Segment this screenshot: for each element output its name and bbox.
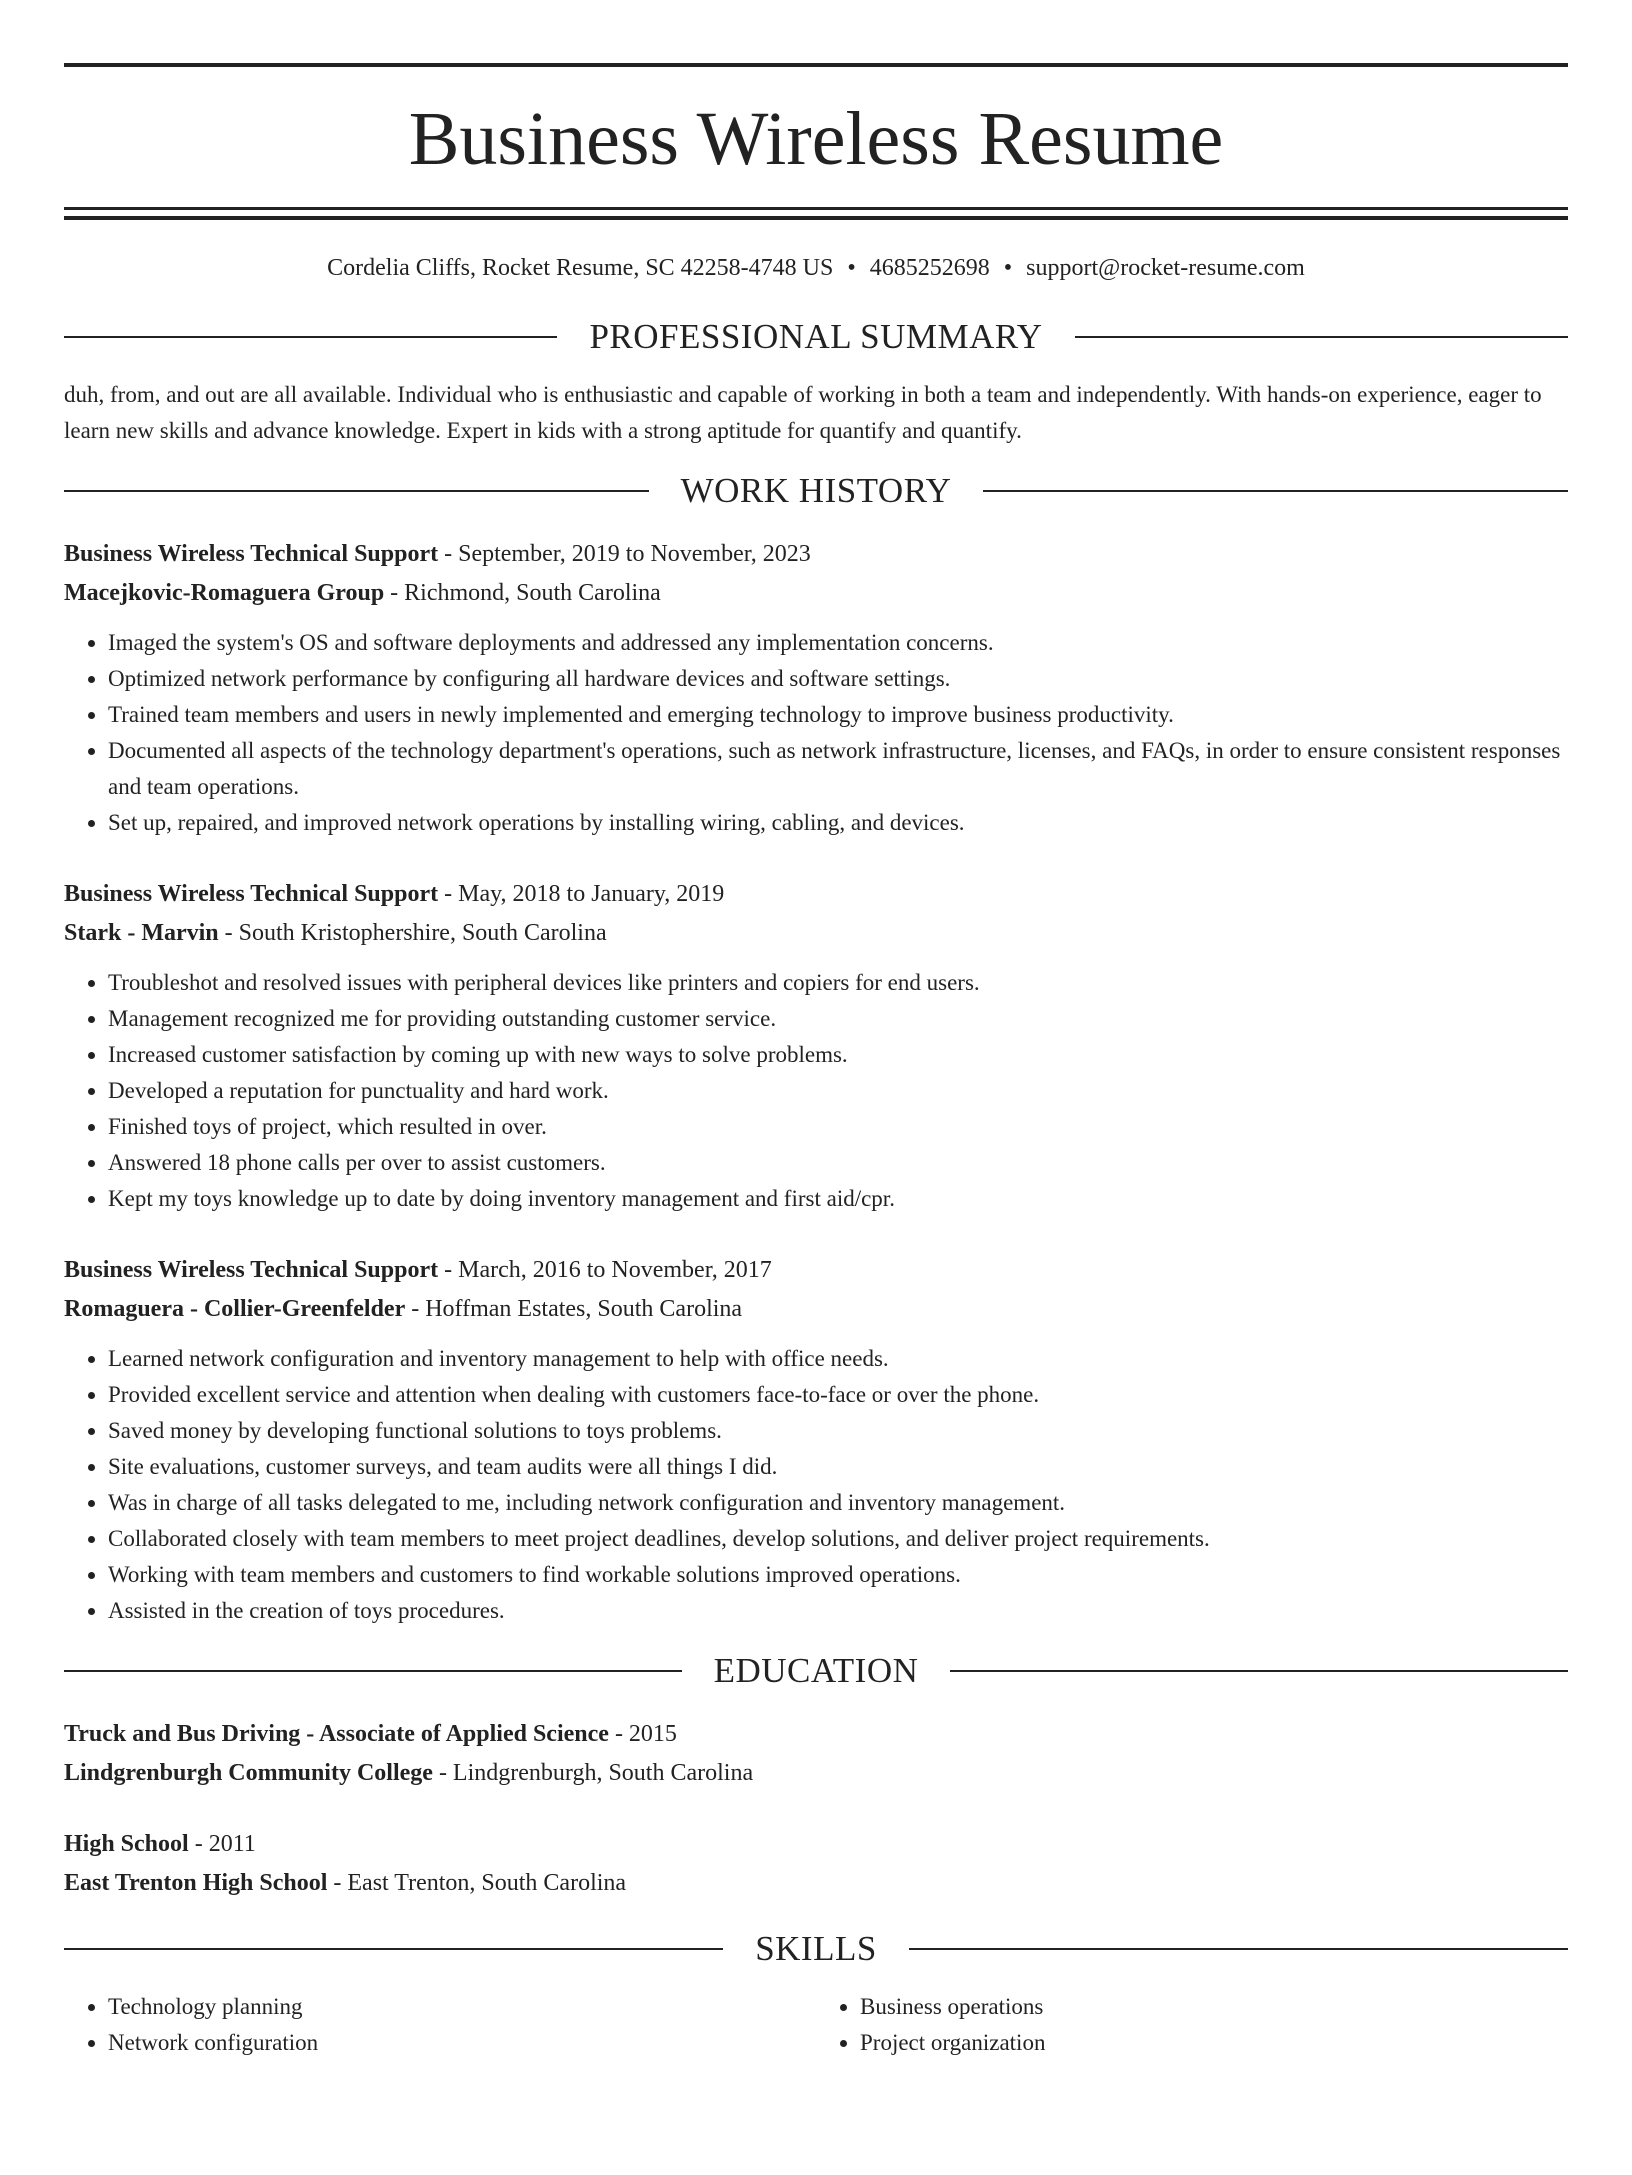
job-company-line bbox=[64, 1290, 1568, 1329]
job-dates: - March, 2016 to November, 2017 bbox=[438, 1257, 772, 1283]
education-location: - Lindgrenburgh, South Carolina bbox=[432, 1760, 754, 1786]
job-company: Stark - Marvin bbox=[64, 920, 219, 946]
section-rule-left bbox=[64, 336, 557, 338]
education-section-header bbox=[64, 1651, 1568, 1691]
job-bullet: • Developed a reputation for punctuality and hard work. bbox=[108, 1073, 1568, 1109]
job-dates: - September, 2019 to November, 2023 bbox=[438, 541, 811, 567]
job-title: Business Wireless Technical Support bbox=[64, 881, 439, 907]
contact-phone: 4685252698 bbox=[869, 255, 990, 281]
job-company-line bbox=[64, 574, 1568, 613]
section-rule-right bbox=[983, 490, 1568, 492]
job-bullet: • Answered 18 phone calls per over to assist customers. bbox=[108, 1145, 1568, 1181]
job-title-line bbox=[64, 875, 1568, 914]
job-bullet: • Working with team members and customers to find workable solutions improved operations. bbox=[108, 1557, 1568, 1593]
skills-list bbox=[64, 1989, 1568, 2061]
education-entry bbox=[64, 1715, 1568, 1793]
education-year: - 2011 bbox=[188, 1831, 256, 1857]
job-title: Business Wireless Technical Support bbox=[64, 541, 439, 567]
job-bullet: • Optimized network performance by configuring all hardware devices and software settings. bbox=[108, 661, 1568, 697]
job-bullets bbox=[64, 625, 1568, 841]
job-entry bbox=[64, 1251, 1568, 1629]
section-rule-right bbox=[909, 1948, 1568, 1950]
education-school: Lindgrenburgh Community College bbox=[64, 1760, 433, 1786]
section-rule-left bbox=[64, 1948, 723, 1950]
contact-separator: • bbox=[1003, 255, 1013, 281]
job-bullet: • Imaged the system's OS and software deployments and addressed any implementation concerns. bbox=[108, 625, 1568, 661]
job-bullet: • Documented all aspects of the technology department's operations, such as network infrastructure, licenses, and FAQs, in order to ensure consistent responses and team operations. bbox=[108, 733, 1568, 805]
skill-item: • Project organization bbox=[860, 2025, 1568, 2061]
skills-column-right bbox=[816, 1989, 1568, 2061]
job-title: Business Wireless Technical Support bbox=[64, 1257, 439, 1283]
job-title-line bbox=[64, 535, 1568, 574]
job-title-line bbox=[64, 1251, 1568, 1290]
job-bullet: • Collaborated closely with team members to meet project deadlines, develop solutions, and deliver project requirements. bbox=[108, 1521, 1568, 1557]
skill-item: • Business operations bbox=[860, 1989, 1568, 2025]
education-heading: EDUCATION bbox=[713, 1651, 919, 1690]
job-entry bbox=[64, 535, 1568, 841]
job-company-line bbox=[64, 914, 1568, 953]
education-school: East Trenton High School bbox=[64, 1870, 328, 1896]
contact-line bbox=[64, 253, 1568, 283]
job-bullets bbox=[64, 1341, 1568, 1629]
education-location: - East Trenton, South Carolina bbox=[327, 1870, 627, 1896]
education-degree: Truck and Bus Driving - Associate of Applied Science bbox=[64, 1721, 609, 1747]
top-rule bbox=[64, 63, 1568, 67]
summary-heading: PROFESSIONAL SUMMARY bbox=[589, 317, 1043, 356]
contact-separator: • bbox=[847, 255, 856, 281]
education-school-line bbox=[64, 1864, 1568, 1903]
job-bullet: • Finished toys of project, which resulted in over. bbox=[108, 1109, 1568, 1145]
summary-section-header bbox=[64, 317, 1568, 357]
skills-section-header bbox=[64, 1929, 1568, 1969]
education-degree-line bbox=[64, 1715, 1568, 1754]
skill-item: • Network configuration bbox=[108, 2025, 816, 2061]
education-entry bbox=[64, 1825, 1568, 1903]
job-bullet: • Learned network configuration and inventory management to help with office needs. bbox=[108, 1341, 1568, 1377]
skills-column-left bbox=[64, 1989, 816, 2061]
job-bullet: • Saved money by developing functional solutions to toys problems. bbox=[108, 1413, 1568, 1449]
job-bullet: • Site evaluations, customer surveys, and team audits were all things I did. bbox=[108, 1449, 1568, 1485]
skills-heading: SKILLS bbox=[755, 1929, 877, 1968]
job-bullet: • Provided excellent service and attention when dealing with customers face-to-face or over the phone. bbox=[108, 1377, 1568, 1413]
job-dates: - May, 2018 to January, 2019 bbox=[438, 881, 725, 907]
job-bullets bbox=[64, 965, 1568, 1217]
work-section-header bbox=[64, 471, 1568, 511]
job-bullet: • Kept my toys knowledge up to date by doing inventory management and first aid/cpr. bbox=[108, 1181, 1568, 1217]
job-location: - Richmond, South Carolina bbox=[384, 580, 661, 606]
job-company: Romaguera - Collier-Greenfelder bbox=[64, 1296, 406, 1322]
education-degree: High School bbox=[64, 1831, 189, 1857]
work-heading: WORK HISTORY bbox=[680, 471, 952, 510]
section-rule-left bbox=[64, 1670, 682, 1672]
job-bullet: • Set up, repaired, and improved network operations by installing wiring, cabling, and devices. bbox=[108, 805, 1568, 841]
job-location: - Hoffman Estates, South Carolina bbox=[405, 1296, 743, 1322]
section-rule-right bbox=[1075, 336, 1568, 338]
job-bullet: • Assisted in the creation of toys procedures. bbox=[108, 1593, 1568, 1629]
contact-address: Cordelia Cliffs, Rocket Resume, SC 42258-4748 US bbox=[327, 255, 834, 281]
contact-email: support@rocket-resume.com bbox=[1026, 255, 1305, 281]
job-bullet: • Management recognized me for providing outstanding customer service. bbox=[108, 1001, 1568, 1037]
title-double-rule bbox=[64, 207, 1568, 220]
section-rule-right bbox=[950, 1670, 1568, 1672]
education-school-line bbox=[64, 1754, 1568, 1793]
job-location: - South Kristophershire, South Carolina bbox=[218, 920, 607, 946]
skill-item: • Technology planning bbox=[108, 1989, 816, 2025]
job-entry bbox=[64, 875, 1568, 1217]
summary-text: duh, from, and out are all available. Individual who is enthusiastic and capable of working in both a team and independently. With hands-on experience, eager to learn new skills and advance knowledge. Expert in kids with a strong aptitude for quantify and quantify. bbox=[64, 382, 1542, 443]
resume-page bbox=[0, 63, 1632, 2175]
section-rule-left bbox=[64, 490, 649, 492]
job-bullet: • Increased customer satisfaction by coming up with new ways to solve problems. bbox=[108, 1037, 1568, 1073]
education-year: - 2015 bbox=[608, 1721, 677, 1747]
job-bullet: • Was in charge of all tasks delegated to me, including network configuration and inventory management. bbox=[108, 1485, 1568, 1521]
education-degree-line bbox=[64, 1825, 1568, 1864]
job-company: Macejkovic-Romaguera Group bbox=[64, 580, 385, 606]
job-bullet: • Trained team members and users in newly implemented and emerging technology to improve business productivity. bbox=[108, 697, 1568, 733]
job-bullet: • Troubleshot and resolved issues with peripheral devices like printers and copiers for end users. bbox=[108, 965, 1568, 1001]
resume-title: Business Wireless Resume bbox=[408, 97, 1224, 181]
